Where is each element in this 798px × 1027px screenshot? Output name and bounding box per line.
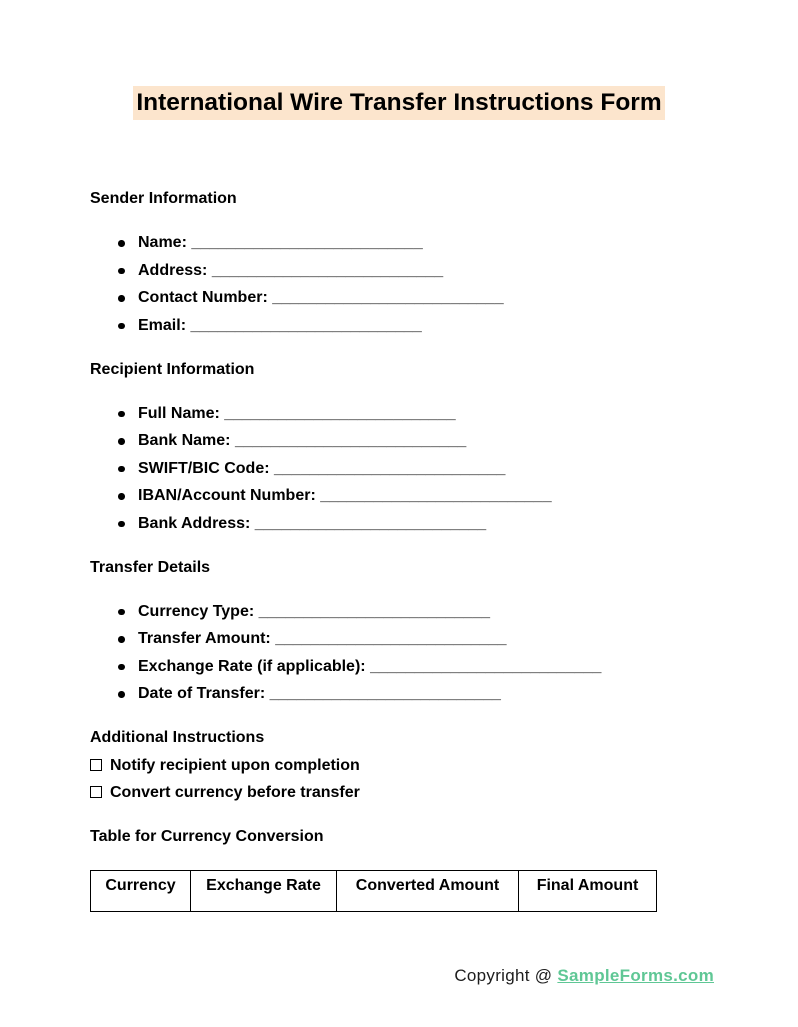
fill-line-recipient-bank-name[interactable]: __________________________ <box>234 432 467 449</box>
field-label: IBAN/Account Number: <box>138 487 316 504</box>
bullet-icon <box>118 493 125 500</box>
bullet-icon <box>118 240 125 247</box>
transfer-field-list <box>90 598 690 708</box>
fill-line-sender-contact[interactable]: __________________________ <box>272 289 504 306</box>
field-sender-name <box>90 229 690 257</box>
field-label: Email: <box>138 316 187 334</box>
checkbox-line-convert <box>90 779 690 807</box>
field-sender-address <box>90 257 690 285</box>
field-label: Full Name: <box>138 404 220 422</box>
bullet-icon <box>118 664 125 671</box>
recipient-field-list <box>90 400 690 538</box>
fill-line-exchange-rate[interactable]: __________________________ <box>370 657 602 675</box>
fill-line-sender-address[interactable]: __________________________ <box>211 261 444 279</box>
field-recipient-full-name <box>90 400 690 428</box>
column-header-converted-amount: Converted Amount <box>337 870 519 911</box>
bullet-icon <box>118 466 125 473</box>
section-heading-transfer: Transfer Details <box>90 558 211 576</box>
bullet-icon <box>118 691 125 698</box>
field-label: Transfer Amount: <box>138 630 271 647</box>
bullet-icon <box>118 268 125 275</box>
fill-line-sender-email[interactable]: __________________________ <box>190 316 422 334</box>
field-label: SWIFT/BIC Code: <box>138 459 270 477</box>
column-header-currency: Currency <box>91 870 191 911</box>
field-transfer-amount <box>90 625 690 653</box>
section-heading-conversion-table: Table for Currency Conversion <box>90 828 324 845</box>
bullet-icon <box>118 438 125 445</box>
section-heading-sender: Sender Information <box>90 190 237 207</box>
section-heading-recipient: Recipient Information <box>90 360 255 378</box>
field-sender-email <box>90 312 690 340</box>
section-heading-additional: Additional Instructions <box>90 729 265 746</box>
field-sender-contact-number <box>90 284 690 312</box>
bullet-icon <box>118 295 125 302</box>
form-content <box>90 185 690 912</box>
checkbox-notify-recipient[interactable] <box>90 759 102 771</box>
sampleforms-link[interactable]: SampleForms.com <box>557 966 714 985</box>
bullet-icon <box>118 411 125 418</box>
sender-field-list <box>90 229 690 339</box>
bullet-icon <box>118 636 125 643</box>
field-label: Bank Address: <box>138 514 251 532</box>
fill-line-recipient-bank-address[interactable]: __________________________ <box>254 514 487 532</box>
checkbox-line-notify <box>90 752 690 780</box>
currency-conversion-table <box>90 870 657 912</box>
fill-line-currency-type[interactable]: __________________________ <box>258 602 490 620</box>
table-header-row <box>91 870 657 911</box>
fill-line-sender-name[interactable]: __________________________ <box>191 234 423 251</box>
field-recipient-bank-name <box>90 427 690 455</box>
field-label: Currency Type: <box>138 602 255 620</box>
page-title: International Wire Transfer Instructions Form <box>133 86 664 120</box>
bullet-icon <box>118 609 125 616</box>
fill-line-recipient-full-name[interactable]: __________________________ <box>224 404 456 422</box>
field-label: Bank Name: <box>138 432 231 449</box>
column-header-final-amount: Final Amount <box>519 870 657 911</box>
field-exchange-rate <box>90 653 690 681</box>
copyright-text: Copyright @ <box>454 966 558 985</box>
fill-line-recipient-iban[interactable]: __________________________ <box>320 487 552 504</box>
field-recipient-swift-bic <box>90 455 690 483</box>
field-currency-type <box>90 598 690 626</box>
field-recipient-iban-account <box>90 482 690 510</box>
field-label: Name: <box>138 234 187 251</box>
field-recipient-bank-address <box>90 510 690 538</box>
title-wrap <box>0 86 798 120</box>
checkbox-convert-currency[interactable] <box>90 786 102 798</box>
bullet-icon <box>118 521 125 528</box>
column-header-exchange-rate: Exchange Rate <box>191 870 337 911</box>
checkbox-label: Notify recipient upon completion <box>110 756 360 774</box>
field-label: Address: <box>138 261 208 279</box>
fill-line-transfer-amount[interactable]: __________________________ <box>275 630 507 647</box>
field-date-of-transfer <box>90 680 690 708</box>
bullet-icon <box>118 323 125 330</box>
field-label: Exchange Rate (if applicable): <box>138 657 366 675</box>
fill-line-recipient-swift[interactable]: __________________________ <box>274 459 506 477</box>
field-label: Date of Transfer: <box>138 685 266 702</box>
field-label: Contact Number: <box>138 289 268 306</box>
checkbox-label: Convert currency before transfer <box>110 784 360 801</box>
footer <box>0 966 714 986</box>
fill-line-date-of-transfer[interactable]: __________________________ <box>269 685 501 702</box>
